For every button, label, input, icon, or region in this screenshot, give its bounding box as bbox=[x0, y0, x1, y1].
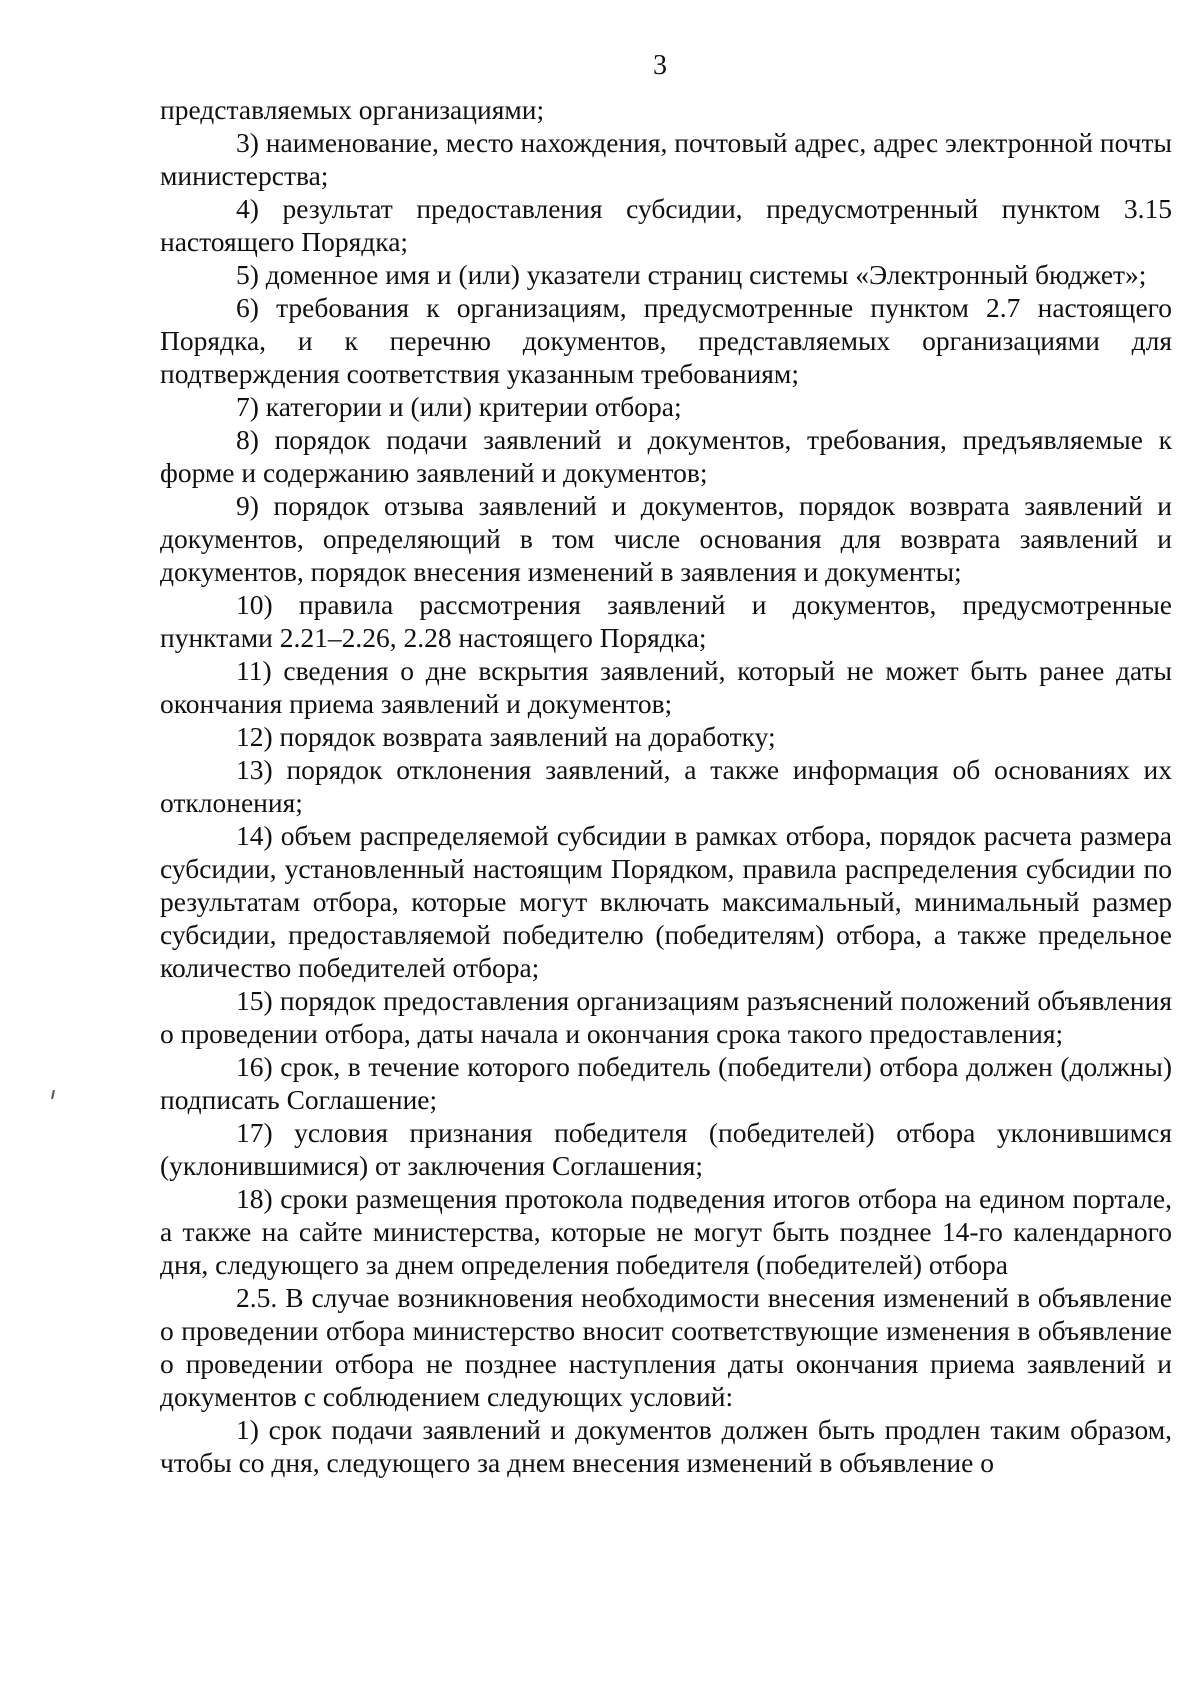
list-item-16: 16) срок, в течение которого победитель (победители) отбора должен (должны) подписать Соглашение; bbox=[160, 1051, 1172, 1115]
scan-speck bbox=[51, 1090, 55, 1099]
list-item-17: 17) условия признания победителя (победителей) отбора уклонившимся (уклонившимися) от заключения Соглашения; bbox=[160, 1117, 1172, 1181]
list-item-4: 4) результат предоставления субсидии, предусмотренный пунктом 3.15 настоящего Порядка; bbox=[160, 193, 1172, 257]
section-2-5: 2.5. В случае возникновения необходимости внесения изменений в объявление о проведении отбора министерство вносит соответствующие изменения в объявление о проведении отбора не позднее наступления даты окончания приема заявлений и документов с соблюдением следующих условий: bbox=[160, 1282, 1172, 1412]
list-item-15: 15) порядок предоставления организациям разъяснений положений объявления о проведении отбора, даты начала и окончания срока такого предоставления; bbox=[160, 985, 1172, 1049]
paragraph-continuation: представляемых организациями; bbox=[160, 94, 545, 125]
page-number: 3 bbox=[653, 50, 667, 81]
list-item-18: 18) сроки размещения протокола подведения итогов отбора на едином портале, а также на сайте министерства, которые не могут быть позднее 14-го календарного дня, следующего за днем определения победителя (победителей) отбора bbox=[160, 1183, 1172, 1280]
sublist-item-1: 1) срок подачи заявлений и документов должен быть продлен таким образом, чтобы со дня, следующего за днем внесения изменений в объявление о bbox=[160, 1414, 1172, 1478]
document-body bbox=[160, 93, 1172, 1479]
list-item-5: 5) доменное имя и (или) указатели страниц системы «Электронный бюджет»; bbox=[236, 259, 1147, 290]
list-item-13: 13) порядок отклонения заявлений, а также информация об основаниях их отклонения; bbox=[160, 754, 1172, 818]
list-item-3: 3) наименование, место нахождения, почтовый адрес, адрес электронной почты министерства; bbox=[160, 127, 1172, 191]
list-item-10: 10) правила рассмотрения заявлений и документов, предусмотренные пунктами 2.21–2.26, 2.28 настоящего Порядка; bbox=[160, 589, 1172, 653]
list-item-6: 6) требования к организациям, предусмотренные пунктом 2.7 настоящего Порядка, и к перечню документов, представляемых организациями для подтверждения соответствия указанным требованиям; bbox=[160, 292, 1172, 389]
list-item-11: 11) сведения о дне вскрытия заявлений, который не может быть ранее даты окончания приема заявлений и документов; bbox=[160, 655, 1172, 719]
list-item-8: 8) порядок подачи заявлений и документов, требования, предъявляемые к форме и содержанию заявлений и документов; bbox=[160, 424, 1172, 488]
list-item-12: 12) порядок возврата заявлений на доработку; bbox=[236, 721, 776, 752]
list-item-14: 14) объем распределяемой субсидии в рамках отбора, порядок расчета размера субсидии, установленный настоящим Порядком, правила распределения субсидии по результатам отбора, которые могут включать максимальный, минимальный размер субсидии, предоставляемой победителю (победителям) отбора, а также предельное количество победителей отбора; bbox=[160, 820, 1172, 983]
list-item-7: 7) категории и (или) критерии отбора; bbox=[236, 391, 682, 422]
list-item-9: 9) порядок отзыва заявлений и документов, порядок возврата заявлений и документов, определяющий в том числе основания для возврата заявлений и документов, порядок внесения изменений в заявления и документы; bbox=[160, 490, 1172, 587]
